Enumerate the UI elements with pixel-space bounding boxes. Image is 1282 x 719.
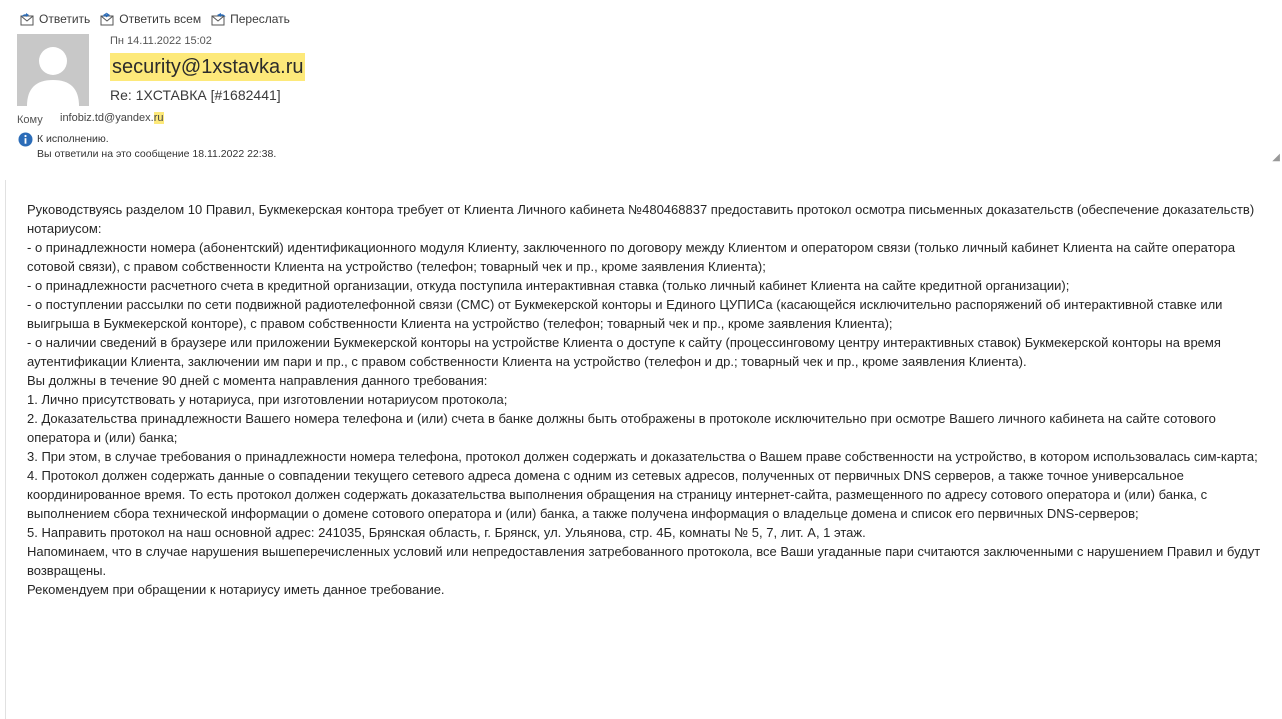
body-paragraph: Напоминаем, что в случае нарушения вышеперечисленных условий или непредоставления затребованного протокола, все Ваши угаданные пари считаются заключенными с нарушением Правил и будут возвращены. — [27, 544, 1261, 578]
body-paragraph: - о наличии сведений в браузере или приложении Букмекерской конторы на устройстве Клиента о доступе к сайту (процессинговому центру интерактивных ставок) Букмекерской конторы на время аутентификации Клиента, заключении им пари и пр., с правом собственности Клиента на устройство (телефон и др.; товарный чек и пр., кроме заявления Клиента). — [27, 335, 1221, 369]
sender-avatar[interactable] — [17, 34, 89, 106]
body-paragraph: Рекомендуем при обращении к нотариусу иметь данное требование. — [27, 582, 445, 597]
reply-label: Ответить — [39, 12, 91, 26]
reply-all-icon — [100, 12, 116, 26]
expand-header-icon[interactable]: ◢ — [1272, 152, 1280, 163]
reply-all-button[interactable] — [100, 12, 201, 26]
message-subject: Re: 1XСТАВКА [#1682441] — [110, 87, 281, 103]
body-paragraph: 4. Протокол должен содержать данные о совпадении текущего сетевого адреса домена с одним из сетевых адресов, полученных от первичных DNS серверов, а также точное универсальное координированное время. То есть протокол должен содержать доказательства выполнения обращения на страницу интернет-сайта, размещенного по адресу сотового оператора и (или) банка, с выполнением сбора технической информации о домене сотового оператора и (или) банка, а также получена информация о владельце домена и список его первичных DNS-серверов; — [27, 468, 1208, 521]
forward-icon — [211, 12, 227, 26]
message-body — [27, 200, 1272, 599]
to-label: Кому — [17, 114, 43, 126]
body-paragraph: 5. Направить протокол на наш основной адрес: 241035, Брянская область, г. Брянск, ул. Ульянова, стр. 4Б, комнаты № 5, 7, лит. А, 1 этаж. — [27, 525, 866, 540]
replied-status-text: Вы ответили на это сообщение 18.11.2022 22:38. — [37, 148, 277, 160]
body-paragraph: - о принадлежности номера (абонентский) идентификационного модуля Клиенту, заключенного по договору между Клиентом и оператором связи (только личный кабинет Клиента на сайте оператора сотовой связи), с правом собственности Клиента на устройство (телефон; товарный чек и пр., кроме заявления Клиента); — [27, 240, 1236, 274]
sender-address[interactable]: security@1xstavka.ru — [110, 53, 305, 81]
body-paragraph: - о поступлении рассылки по сети подвижной радиотелефонной связи (СМС) от Букмекерской конторы и Единого ЦУПИСа (касающейся исключительно распоряжений об интерактивной ставке или выигрыша в Букмекерской конторе), с правом собственности Клиента на устройство (телефон; товарный чек и пр., кроме заявления Клиента); — [27, 297, 1223, 331]
forward-button[interactable] — [211, 12, 290, 26]
left-divider — [5, 180, 6, 719]
body-paragraph: 2. Доказательства принадлежности Вашего номера телефона и (или) счета в банке должны быть отображены в протоколе исключительно при осмотре Вашего личного кабинета на сайте сотового оператора и (или) банка; — [27, 411, 1216, 445]
reply-icon — [20, 12, 36, 26]
info-icon — [18, 132, 33, 147]
person-icon — [17, 34, 89, 106]
body-paragraph: 1. Лично присутствовать у нотариуса, при изготовлении нотариусом протокола; — [27, 392, 508, 407]
body-paragraph: Вы должны в течение 90 дней с момента направления данного требования: — [27, 373, 488, 388]
recipient-address-tld: ru — [153, 112, 164, 124]
forward-label: Переслать — [230, 12, 290, 26]
reply-all-label: Ответить всем — [119, 12, 202, 26]
body-paragraph: - о принадлежности расчетного счета в кредитной организации, откуда поступила интерактивная ставка (только личный кабинет Клиента на сайте кредитной организации); — [27, 278, 1070, 293]
recipient-address-main: infobiz.td@yandex. — [60, 112, 154, 124]
body-paragraph: Руководствуясь разделом 10 Правил, Букмекерская контора требует от Клиента Личного кабинета №480468837 предоставить протокол осмотра письменных доказательств (обеспечение доказательств) нотариусом: — [27, 202, 1255, 236]
followup-flag-text: К исполнению. — [37, 133, 109, 145]
recipient-address[interactable] — [60, 112, 164, 124]
sent-date: Пн 14.11.2022 15:02 — [110, 35, 212, 47]
message-toolbar — [20, 12, 300, 26]
body-paragraph: 3. При этом, в случае требования о принадлежности номера телефона, протокол должен содержать и доказательства о Вашем праве собственности на устройство, в котором использовалась сим-карта; — [27, 449, 1258, 464]
reply-button[interactable] — [20, 12, 90, 26]
